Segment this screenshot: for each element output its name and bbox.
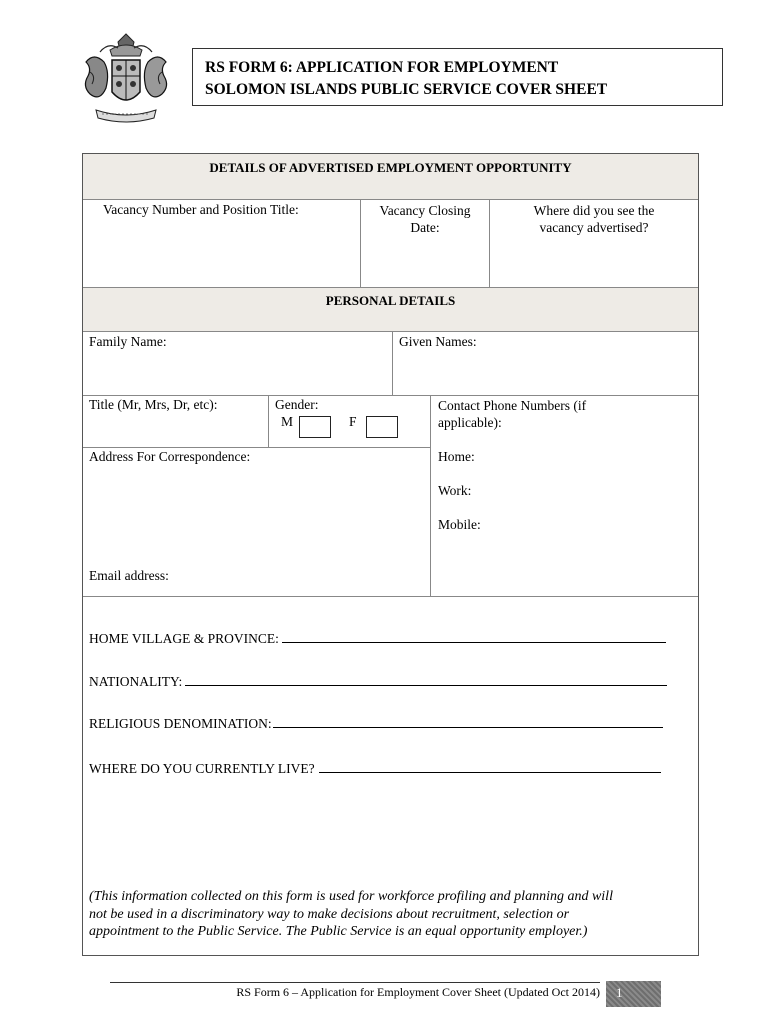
home-village-label: HOME VILLAGE & PROVINCE: xyxy=(89,631,279,646)
religion-line[interactable] xyxy=(273,717,663,728)
nationality-line[interactable] xyxy=(185,675,667,686)
where-seen-field[interactable] xyxy=(490,202,698,236)
gender-label: Gender: xyxy=(275,397,319,412)
contact-label-1: Contact Phone Numbers (if xyxy=(438,398,587,413)
footer-text: RS Form 6 – Application for Employment Cover Sheet (Updated Oct 2014) xyxy=(236,985,600,999)
divider xyxy=(268,395,269,447)
where-seen-label-2: vacancy advertised? xyxy=(539,220,649,235)
contact-label-2: applicable): xyxy=(438,415,502,430)
gender-female-checkbox[interactable] xyxy=(366,416,398,438)
work-phone-field[interactable]: Work: xyxy=(438,483,472,498)
divider xyxy=(430,395,431,596)
personal-heading: PERSONAL DETAILS xyxy=(325,293,456,308)
closing-date-field[interactable] xyxy=(361,202,489,236)
advertised-section-header xyxy=(83,154,698,200)
closing-date-label-1: Vacancy Closing xyxy=(379,203,471,218)
closing-date-label-2: Date: xyxy=(410,220,440,235)
mobile-phone-field[interactable]: Mobile: xyxy=(438,517,481,532)
current-live-field[interactable] xyxy=(89,761,677,777)
form-title-line1: RS FORM 6: APPLICATION FOR EMPLOYMENT xyxy=(205,59,559,76)
religion-label: RELIGIOUS DENOMINATION: xyxy=(89,716,272,731)
address-field[interactable]: Address For Correspondence: xyxy=(89,449,251,464)
vacancy-number-field[interactable]: Vacancy Number and Position Title: xyxy=(103,202,299,217)
nationality-field[interactable] xyxy=(89,674,677,690)
home-village-line[interactable] xyxy=(282,632,666,643)
divider xyxy=(83,395,698,396)
privacy-notice xyxy=(89,888,695,941)
home-phone-field[interactable]: Home: xyxy=(438,449,475,464)
notice-line3: appointment to the Public Service. The Public Service is an equal opportunity employer.) xyxy=(89,924,588,939)
nationality-label: NATIONALITY: xyxy=(89,674,183,689)
email-field[interactable]: Email address: xyxy=(89,568,169,583)
contact-phone-heading xyxy=(438,397,586,431)
notice-line1: (This information collected on this form is used for workforce profiling and planning and will xyxy=(89,889,613,904)
footer-rule xyxy=(110,982,600,983)
application-form xyxy=(82,153,699,956)
given-names-field[interactable]: Given Names: xyxy=(399,334,477,349)
advertised-heading: DETAILS OF ADVERTISED EMPLOYMENT OPPORTUNITY xyxy=(209,160,572,175)
family-name-field[interactable]: Family Name: xyxy=(89,334,167,349)
divider xyxy=(83,596,698,597)
form-title-box xyxy=(192,48,723,106)
current-live-line[interactable] xyxy=(319,762,661,773)
gender-male-label: M xyxy=(281,414,294,429)
form-title-line2: SOLOMON ISLANDS PUBLIC SERVICE COVER SHEET xyxy=(205,81,608,98)
divider xyxy=(392,332,393,395)
personal-section-header xyxy=(83,288,698,332)
divider xyxy=(83,447,430,448)
coat-of-arms-emblem xyxy=(80,32,172,132)
religion-field[interactable] xyxy=(89,716,677,732)
title-field[interactable]: Title (Mr, Mrs, Dr, etc): xyxy=(89,397,218,412)
current-live-label: WHERE DO YOU CURRENTLY LIVE? xyxy=(89,761,315,776)
where-seen-label-1: Where did you see the xyxy=(533,203,655,218)
home-village-field[interactable] xyxy=(89,631,677,647)
notice-line2: not be used in a discriminatory way to make decisions about recruitment, selection or xyxy=(89,906,570,922)
gender-male-checkbox[interactable] xyxy=(299,416,331,438)
page-number: 1 xyxy=(606,981,661,1007)
gender-female-label: F xyxy=(349,414,357,429)
